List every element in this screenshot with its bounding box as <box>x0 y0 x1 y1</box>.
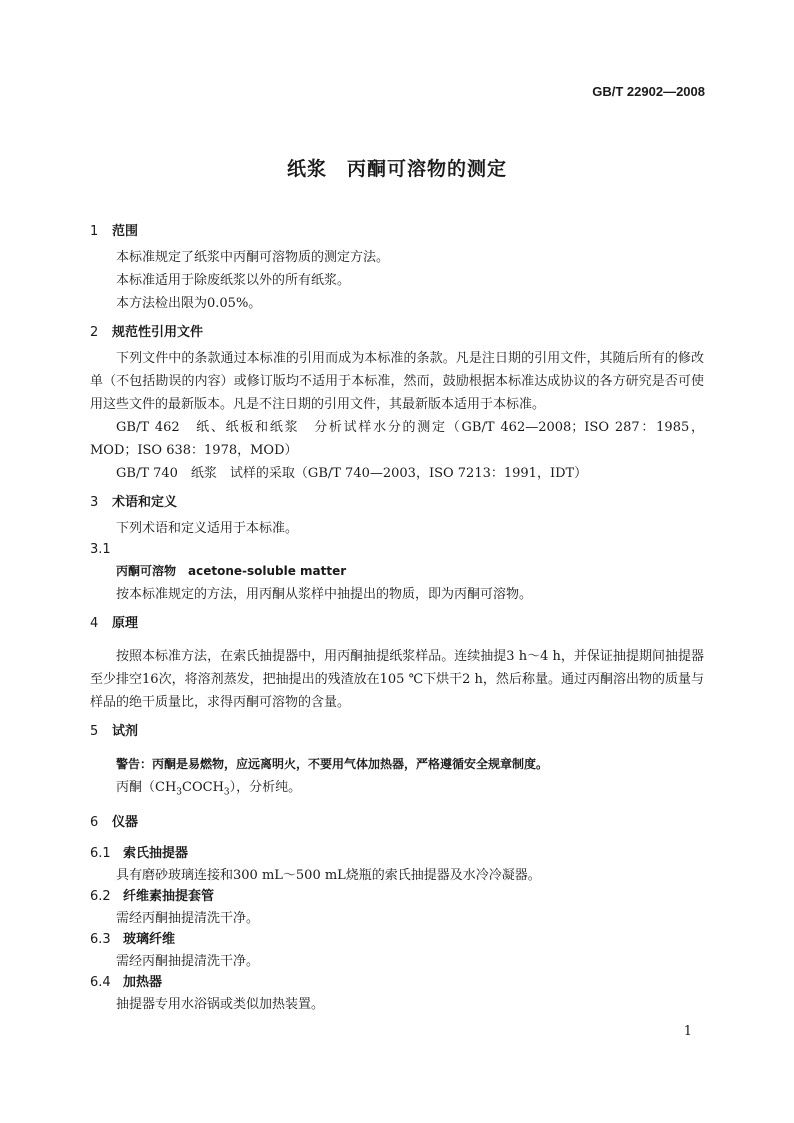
term-definition: 按本标准规定的方法，用丙酮从浆样中抽提出的物质，即为丙酮可溶物。 <box>116 587 533 602</box>
section-1-heading: 1 范围 <box>90 224 139 239</box>
reference-gbt462: GB/T 462 纸、纸板和纸浆 分析试样水分的测定（GB/T 462—2008；ISO 287：1985，MOD；ISO 638：1978，MOD） <box>90 420 704 458</box>
subsection-6-1-heading: 6.1 索氏抽提器 <box>90 845 189 861</box>
section-5-heading: 5 试剂 <box>90 724 139 739</box>
paragraph: 需经丙酮抽提清洗干净。 <box>116 953 260 969</box>
page-number: 1 <box>683 1024 692 1039</box>
section-2-heading: 2 规范性引用文件 <box>90 325 204 340</box>
warning-text: 警告：丙酮是易燃物，应远离明火，不要用气体加热器，严格遵循安全规章制度。 <box>116 757 549 771</box>
section-6-heading: 6 仪器 <box>90 814 139 830</box>
paragraph: 具有磨砂玻璃连接和300 mL～500 mL烧瓶的索氏抽提器及水冷冷凝器。 <box>116 867 541 883</box>
paragraph: 下列文件中的条款通过本标准的引用而成为本标准的条款。凡是注日期的引用文件，其随后所有的修改单（不包括勘误的内容）或修订版均不适用于本标准，然而，鼓励根据本标准达成协议的各方研究是否可使用这些文件的最新版本。凡是不注日期的引用文件，其最新版本适用于本标准。 <box>90 351 704 412</box>
paragraph: 本标准规定了纸浆中丙酮可溶物质的测定方法。 <box>116 250 390 265</box>
subsection-6-3-heading: 6.3 玻璃纤维 <box>90 931 176 947</box>
paragraph: 抽提器专用水浴锅或类似加热装置。 <box>116 996 325 1012</box>
subsection-3-1-number: 3.1 <box>90 542 111 557</box>
paragraph: 需经丙酮抽提清洗干净。 <box>116 910 260 926</box>
document-body <box>90 222 704 1016</box>
paragraph: 本方法检出限为0.05%。 <box>116 296 262 311</box>
reagent-text: 丙酮$(CH_3COCH_3)$，分析纯。 <box>116 780 302 798</box>
document-title: 纸浆 丙酮可溶物的测定 <box>286 158 507 180</box>
standard-code: GB/T 22902—2008 <box>592 84 705 99</box>
section-4-heading: 4 原理 <box>90 616 139 631</box>
term-name: 丙酮可溶物 acetone-soluble matter <box>116 564 347 578</box>
paragraph: 本标准适用于除废纸浆以外的所有纸浆。 <box>116 273 351 288</box>
paragraph: 下列术语和定义适用于本标准。 <box>116 521 299 536</box>
subsection-6-2-heading: 6.2 纤维素抽提套管 <box>90 888 215 904</box>
section-3-heading: 3 术语和定义 <box>90 495 178 510</box>
subsection-6-4-heading: 6.4 加热器 <box>90 974 163 990</box>
paragraph: 按照本标准方法，在索氏抽提器中，用丙酮抽提纸浆样品。连续抽提3 h～4 h，并保证抽提期间抽提器至少排空16次，将溶剂蒸发，把抽提出的残渣放在105 ℃下烘干2 h，然后称量。通过丙酮溶出物的质量与样品的绝干质量比，求得丙酮可溶物的含量。 <box>90 649 704 710</box>
reference-gbt740: GB/T 740 纸浆 试样的采取（GB/T 740—2003，ISO 7213：1991，IDT） <box>116 466 588 481</box>
